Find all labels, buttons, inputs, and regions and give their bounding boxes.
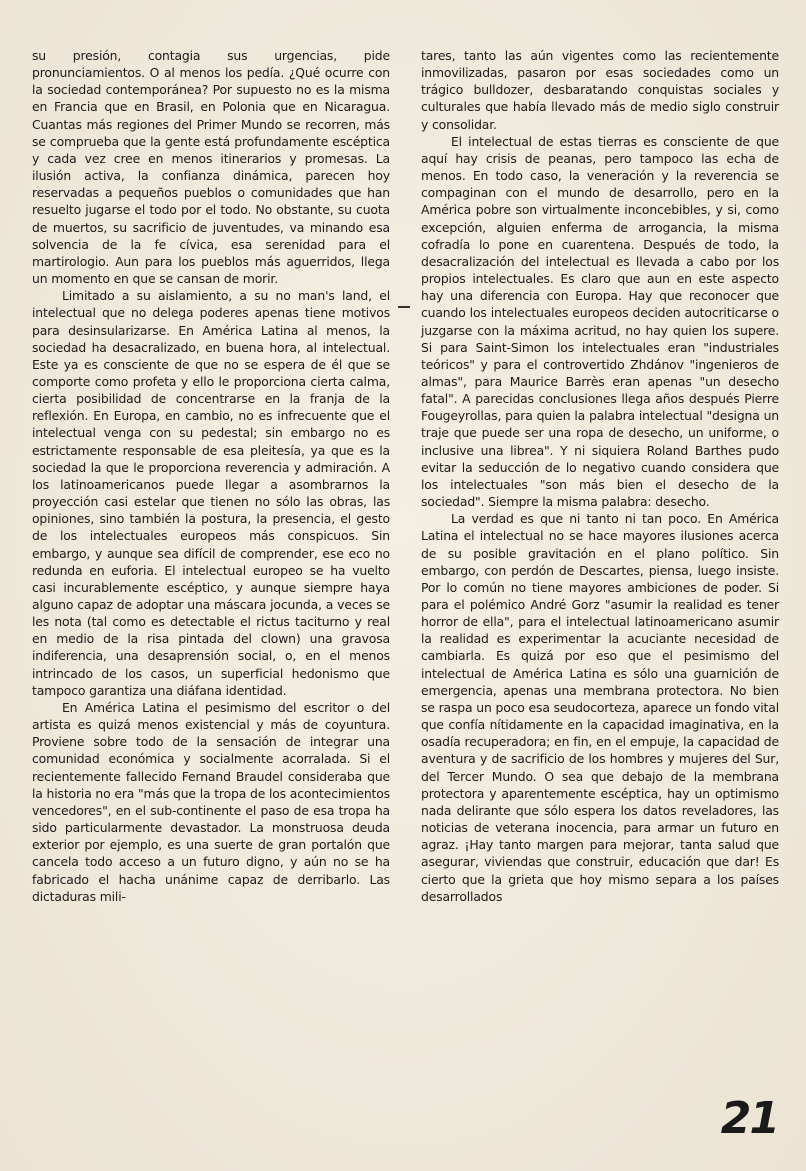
margin-mark <box>398 306 410 308</box>
paragraph: tares, tanto las aún vigentes como las recientemente inmovilizadas, pasaron por esas sociedades como un trágico bulldozer, desbaratando conquistas sociales y culturales que había llevado más de medio siglo construir y consolidar. <box>421 48 779 132</box>
paragraph: Limitado a su aislamiento, a su no man's land, el intelectual que no delega poderes apenas tiene motivos para desinsularizarse. En América Latina al menos, la sociedad ha desacralizado, en buena hora, al intelectual. Este ya es consciente de que no se espera de él que se comporte como profeta y ello le proporciona cierta calma, cierta posibilidad de concentrarse en la franja de la reflexión. En Europa, en cambio, no es infrecuente que el intelectual venga con su pedestal; sin embargo no es estrictamente responsable de esa pleitesía, ya que es la sociedad la que le proporciona reverencia y admiración. A los latinoamericanos puede llegar a asombrarnos la proyección casi estelar que tienen no sólo las obras, las opiniones, sino también la postura, la presencia, el gesto de los intelectuales europeos más conspicuos. Sin embargo, y aunque sea difícil de comprender, ese eco no redunda en euforia. El intelectual europeo se ha vuelto casi incurablemente escéptico, y aunque siempre haya alguno capaz de adoptar una máscara jocunda, a veces se les nota (tal como es detectable el rictus taciturno y real en medio de la risa pintada del clown) una gravosa indiferencia, una desaprensión social, o, en el menos intrincado de los casos, un superficial hedonismo que tampoco garantiza una diáfana identidad. <box>32 288 390 698</box>
paragraph: En América Latina el pesimismo del escritor o del artista es quizá menos existencial y más de coyuntura. Proviene sobre todo de la sensación de integrar una comunidad económica y socialmente acorralada. Si el recientemente fallecido Fernand Braudel consideraba que la historia no era "más que la tropa de los acontecimientos vencedores", en el sub-continente el paso de esa tropa ha sido particularmente devastador. La monstruosa deuda exterior por ejemplo, es una suerte de gran portalón que cancela todo acceso a un futuro digno, y aún no se ha fabricado el hacha unánime capaz de derribarlo. Las dictaduras mili- <box>32 699 390 904</box>
left-text-column <box>32 47 390 905</box>
page-number: 21 <box>720 1093 778 1144</box>
right-text-column <box>421 47 779 905</box>
paragraph: La verdad es que ni tanto ni tan poco. En América Latina el intelectual no se hace mayores ilusiones acerca de su posible gravitación en el plano político. Sin embargo, con perdón de Descartes, piensa, luego insiste. Por lo común no tiene mayores ambiciones de poder. Si para el polémico André Gorz "asumir la realidad es tener horror de ella", para el intelectual latinoamericano asumir la realidad es experimentar la acuciante necesidad de cambiarla. Es quizá por eso que el pesimismo del intelectual de América Latina es sólo una guarnición de emergencia, apenas una membrana protectora. No bien se raspa un poco esa seudocorteza, aparece un fondo vital que confía nítidamente en la capacidad imaginativa, en la osadía recuperadora; en fin, en el empuje, la capacidad de aventura y de sacrificio de los hombres y mujeres del Sur, del Tercer Mundo. O sea que debajo de la membrana protectora y aparentemente escéptica, hay un optimismo nada delirante que sólo espera los datos reveladores, las noticias de veterana inocencia, para armar un futuro en agraz. ¡Hay tanto margen para mejorar, tanta salud que asegurar, viviendas que construir, educación que dar! Es cierto que la grieta que hoy mismo separa a los países desarrollados <box>421 511 779 904</box>
paragraph: El intelectual de estas tierras es consciente de que aquí hay crisis de peanas, pero tampoco las echa de menos. En todo caso, la veneración y la reverencia se compaginan con el mundo de desarrollo, pero en la América pobre son virtualmente inconcebibles, y si, como excepción, alguien enferma de arrogancia, la misma cofradía lo pone en cuarentena. Después de todo, la desacralización del intelectual es llevada a cabo por los propios intelectuales. Es claro que aun en este aspecto hay una diferencia con Europa. Hay que reconocer que cuando los intelectuales europeos deciden autocriticarse o juzgarse con la máxima acritud, no hay quien los supere. Si para Saint-Simon los intelectuales eran "industriales teóricos" y para el controvertido Zhdánov "ingenieros de almas", para Maurice Barrès eran apenas "un desecho fatal". A parecidas conclusiones llega años después Pierre Fougeyrollas, para quien la palabra intelectual "designa un traje que puede ser una ropa de desecho, un uniforme, o inclusive una librea". Y ni siquiera Roland Barthes pudo evitar la seducción de lo negativo cuando considera que los intelectuales "son más bien el desecho de la sociedad". Siempre la misma palabra: desecho. <box>421 133 779 510</box>
paragraph: su presión, contagia sus urgencias, pide pronunciamientos. O al menos los pedía. ¿Qué ocurre con la sociedad contemporánea? Por supuesto no es la misma en Francia que en Brasil, en Polonia que en Nicaragua. Cuantas más regiones del Primer Mundo se recorren, más se comprueba que la gente está profundamente escéptica y cada vez cree en menos itinerarios y promesas. La ilusión activa, la confianza dinámica, parecen hoy reservadas a pequeños pueblos o comunidades que han resuelto jugarse el todo por el todo. No obstante, su cuota de muertos, su sacrificio de juventudes, va minando esa solvencia de la fe cívica, esa serenidad para el martirologio. Aun para los pueblos más aguerridos, llega un momento en que se cansan de morir. <box>32 48 390 287</box>
